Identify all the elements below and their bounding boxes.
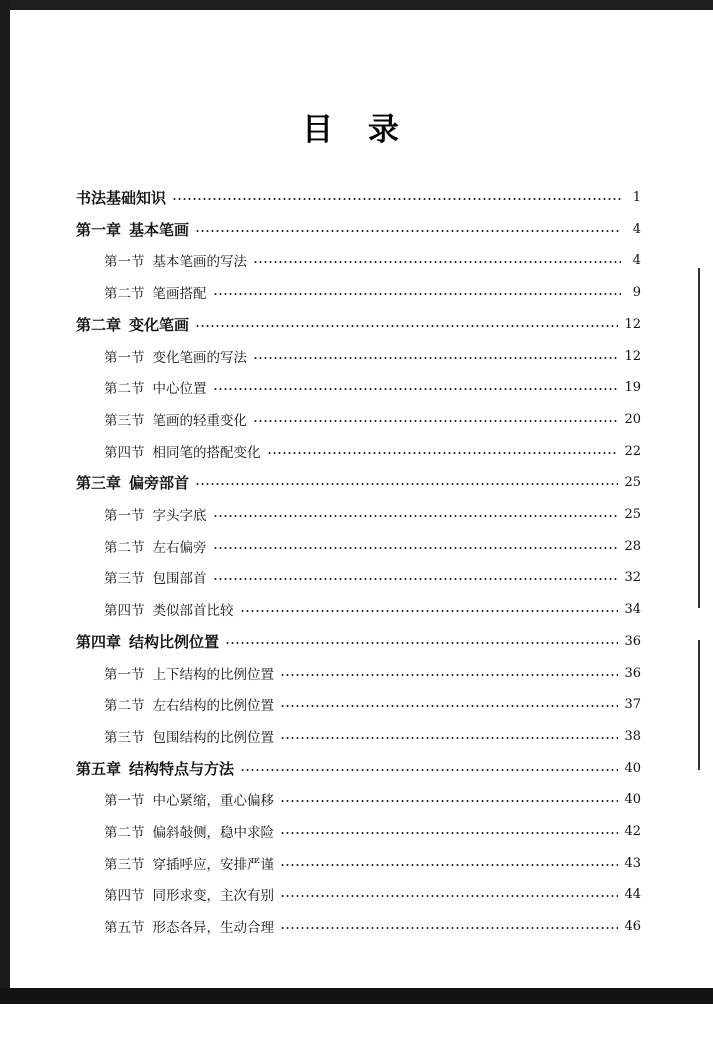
toc-page-number: 38 — [624, 728, 641, 744]
toc-entry-label: 第一节 — [104, 667, 145, 683]
toc-entry-label: 第一节 — [104, 508, 145, 524]
toc-entry-label: 第四节 — [104, 603, 145, 619]
toc-page-number: 37 — [624, 696, 641, 712]
toc-entry-title: 包围结构的比例位置 — [152, 730, 274, 746]
toc-page-number: 25 — [624, 506, 641, 522]
toc-chapter-entry[interactable] — [76, 468, 641, 496]
toc-entry-label: 第一节 — [104, 350, 145, 366]
toc-section-entry[interactable] — [104, 595, 641, 623]
dot-leader — [280, 800, 618, 802]
toc-page-number: 19 — [624, 379, 641, 395]
toc-chapter-entry[interactable] — [76, 215, 641, 243]
toc-section-entry[interactable] — [104, 373, 641, 401]
toc-section-entry[interactable] — [104, 722, 641, 750]
toc-entry-title: 结构特点与方法 — [129, 759, 235, 778]
toc-page-number: 34 — [624, 601, 641, 617]
toc-section-entry[interactable] — [104, 342, 641, 370]
toc-page-number: 4 — [632, 221, 641, 237]
toc-entry-label: 第二节 — [104, 698, 145, 714]
toc-entry-title: 变化笔画的写法 — [152, 350, 247, 366]
toc-entry-label: 第二章 — [76, 315, 122, 334]
toc-entry-title: 基本笔画的写法 — [152, 254, 247, 270]
toc-entry-title: 左右偏旁 — [152, 540, 207, 556]
dot-leader — [253, 261, 621, 263]
toc-entry-title: 中心位置 — [152, 381, 207, 397]
toc-chapter-entry[interactable] — [76, 310, 641, 338]
toc-entry-title: 包围部首 — [152, 571, 207, 587]
toc-section-entry[interactable] — [104, 563, 641, 591]
dot-leader — [280, 832, 618, 834]
toc-entry-title: 类似部首比较 — [152, 603, 234, 619]
toc-entry-title: 相同笔的搭配变化 — [152, 445, 261, 461]
toc-page-number: 43 — [624, 855, 641, 871]
dot-leader — [240, 610, 619, 612]
toc-entry-label: 第四节 — [104, 445, 145, 461]
dot-leader — [280, 705, 618, 707]
toc-page-number: 28 — [624, 538, 641, 554]
toc-entry-label: 第三章 — [76, 473, 122, 492]
toc-section-entry[interactable] — [104, 785, 641, 813]
dot-leader — [195, 230, 621, 232]
scan-bottom-border — [0, 988, 713, 1004]
toc-entry-title: 结构比例位置 — [129, 632, 220, 651]
dot-leader — [253, 420, 618, 422]
toc-entry-title: 偏旁部首 — [129, 473, 190, 492]
toc-page-number: 25 — [624, 474, 641, 490]
toc-section-entry[interactable] — [104, 849, 641, 877]
toc-entry-label: 第四章 — [76, 632, 122, 651]
toc-entry-label: 第二节 — [104, 540, 145, 556]
toc-entry-title: 穿插呼应，安排严谨 — [152, 857, 274, 873]
toc-entry-label: 第一节 — [104, 793, 145, 809]
dot-leader — [280, 674, 618, 676]
toc-entry-title: 中心紧缩，重心偏移 — [152, 793, 274, 809]
toc-section-entry[interactable] — [104, 278, 641, 306]
toc-page-number: 32 — [624, 569, 641, 585]
toc-page-number: 9 — [632, 284, 641, 300]
toc-page-number: 46 — [624, 918, 641, 934]
toc-entry-title: 形态各异，生动合理 — [152, 920, 274, 936]
dot-leader — [280, 864, 618, 866]
toc-entry-title: 左右结构的比例位置 — [152, 698, 274, 714]
toc-entry-title: 同形求变，主次有别 — [152, 888, 274, 904]
dot-leader — [213, 515, 619, 517]
toc-entry-title: 上下结构的比例位置 — [152, 667, 274, 683]
toc-page-number: 1 — [632, 189, 641, 205]
toc-entry-label: 第五节 — [104, 920, 145, 936]
toc-page-number: 36 — [624, 633, 641, 649]
toc-entry-label: 第三节 — [104, 730, 145, 746]
dot-leader — [240, 769, 618, 771]
toc-entry-label: 第四节 — [104, 888, 145, 904]
toc-entry-title: 变化笔画 — [129, 315, 190, 334]
toc-section-entry[interactable] — [104, 437, 641, 465]
toc-entry-label: 第二节 — [104, 286, 145, 302]
toc-entry-label: 第三节 — [104, 857, 145, 873]
toc-entry-label: 第一节 — [104, 254, 145, 270]
toc-entry-title: 笔画搭配 — [152, 286, 207, 302]
toc-entry-label: 书法基础知识 — [76, 188, 167, 207]
dot-leader — [213, 293, 622, 295]
toc-entry-label: 第三节 — [104, 413, 145, 429]
toc-section-entry[interactable] — [104, 690, 641, 718]
toc-page-number: 12 — [624, 348, 641, 364]
toc-entry-title: 字头字底 — [152, 508, 207, 524]
toc-entry-label: 第三节 — [104, 571, 145, 587]
dot-leader — [267, 452, 619, 454]
toc-section-entry[interactable] — [104, 659, 641, 687]
toc-page-number: 12 — [624, 316, 641, 332]
toc-chapter-entry[interactable] — [76, 183, 641, 211]
toc-entry-label: 第二节 — [104, 825, 145, 841]
dot-leader — [280, 927, 618, 929]
dot-leader — [280, 737, 618, 739]
toc-page-number: 20 — [624, 411, 641, 427]
toc-entry-title: 基本笔画 — [129, 220, 190, 239]
toc-page-number: 4 — [632, 252, 641, 268]
toc-chapter-entry[interactable] — [76, 627, 641, 655]
toc-section-entry[interactable] — [104, 817, 641, 845]
toc-section-entry[interactable] — [104, 532, 641, 560]
dot-leader — [280, 895, 618, 897]
toc-section-entry[interactable] — [104, 500, 641, 528]
toc-page-number: 44 — [624, 886, 641, 902]
toc-chapter-entry[interactable] — [76, 754, 641, 782]
toc-section-entry[interactable] — [104, 912, 641, 940]
dot-leader — [253, 357, 618, 359]
toc-entry-label: 第二节 — [104, 381, 145, 397]
toc-page-number: 42 — [624, 823, 641, 839]
dot-leader — [213, 578, 619, 580]
toc-page-number: 36 — [624, 665, 641, 681]
page-title: 目 录 — [302, 112, 411, 148]
toc-page-number: 40 — [624, 791, 641, 807]
toc-entry-title: 偏斜敧侧，稳中求险 — [152, 825, 274, 841]
toc-entry-label: 第一章 — [76, 220, 122, 239]
toc-section-entry[interactable] — [104, 880, 641, 908]
dot-leader — [213, 388, 619, 390]
toc-section-entry[interactable] — [104, 405, 641, 433]
toc-entry-title: 笔画的轻重变化 — [152, 413, 247, 429]
toc-page-number: 40 — [624, 760, 641, 776]
dot-leader — [225, 642, 618, 644]
dot-leader — [195, 325, 618, 327]
dot-leader — [195, 483, 618, 485]
toc-section-entry[interactable] — [104, 246, 641, 274]
toc-page-number: 22 — [624, 443, 641, 459]
dot-leader — [172, 198, 621, 200]
dot-leader — [213, 547, 619, 549]
toc-entry-label: 第五章 — [76, 759, 122, 778]
